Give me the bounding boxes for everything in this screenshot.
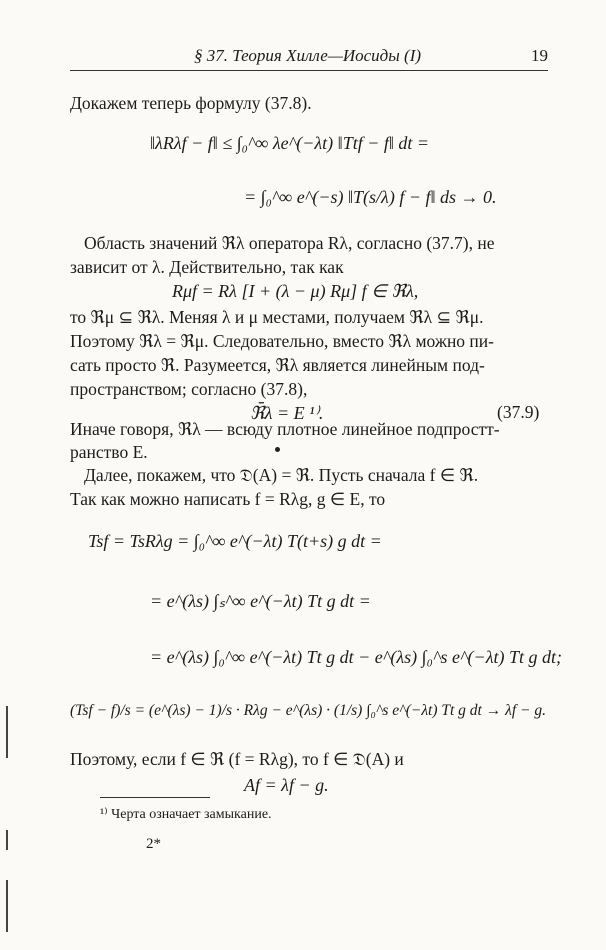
- text-line: пространством; согласно (37.8),: [70, 379, 308, 399]
- equation: Rμf = Rλ [I + (λ − μ) Rμ] f ∈ ℜλ,: [172, 281, 419, 301]
- footnote-rule: [100, 797, 210, 798]
- equation: = e^(λs) ∫ₛ^∞ e^(−λt) Tt g dt =: [150, 591, 371, 611]
- equation: = e^(λs) ∫₀^∞ e^(−λt) Tt g dt − e^(λs) ∫₀^s e^(−λt) Tt g dt;: [150, 647, 562, 667]
- running-header: [70, 44, 548, 68]
- equation-number: (37.9): [497, 402, 540, 422]
- scan-margin-mark: [6, 706, 8, 758]
- text-line: сать просто ℜ. Разумеется, ℜλ является линейным под-: [70, 355, 485, 375]
- header-rule: [70, 70, 548, 71]
- page-number: 19: [531, 46, 548, 65]
- text-line: Далее, покажем, что 𝔇(A) = ℜ. Пусть сначала f ∈ ℜ.: [84, 465, 479, 485]
- scan-margin-mark: [6, 830, 8, 850]
- equation: ‖λRλf − f‖ ≤ ∫₀^∞ λe^(−λt) ‖Ttf − f‖ dt =: [150, 133, 430, 153]
- signature-mark: 2*: [146, 836, 161, 852]
- text-line: Иначе говоря, ℜλ — всюду плотное линейное подпростт-: [70, 419, 500, 439]
- ink-dot: [275, 447, 280, 452]
- running-title: § 37. Теория Хилле—Иосиды (I): [194, 46, 422, 65]
- equation: ℜ̄λ = E ¹⁾.: [250, 403, 324, 423]
- equation: Tsf = TsRλg = ∫₀^∞ e^(−λt) T(t+s) g dt =: [88, 531, 382, 551]
- text-line: ранство E.: [70, 442, 148, 462]
- footnote: ¹⁾ Черта означает замыкание.: [100, 807, 272, 822]
- equation: (Tsf − f)/s = (e^(λs) − 1)/s · Rλg − e^(λs) · (1/s) ∫₀^s e^(−λt) Tt g dt → λf − g.: [70, 702, 546, 719]
- text-line: зависит от λ. Действительно, так как: [70, 257, 344, 277]
- text-line: Область значений ℜλ оператора Rλ, согласно (37.7), не: [84, 233, 495, 253]
- text-line: то ℜμ ⊆ ℜλ. Меняя λ и μ местами, получаем ℜλ ⊆ ℜμ.: [70, 307, 484, 327]
- equation: = ∫₀^∞ e^(−s) ‖T(s/λ) f − f‖ ds → 0.: [244, 187, 497, 207]
- text-line: Так как можно написать f = Rλg, g ∈ E, то: [70, 489, 386, 509]
- text-line: Поэтому, если f ∈ ℜ (f = Rλg), то f ∈ 𝔇(A) и: [70, 749, 404, 769]
- equation: Af = λf − g.: [244, 775, 329, 795]
- scan-margin-mark: [6, 880, 8, 932]
- text-line: Докажем теперь формулу (37.8).: [70, 93, 312, 113]
- text-line: Поэтому ℜλ = ℜμ. Следовательно, вместо ℜλ можно пи-: [70, 331, 494, 351]
